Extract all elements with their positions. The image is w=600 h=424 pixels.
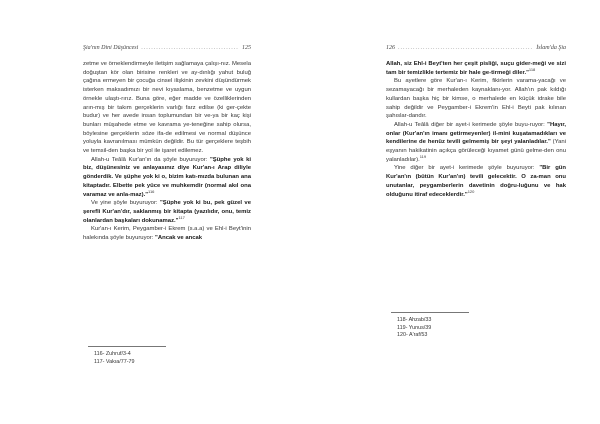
right-text-run: Allah-u Teâlâ diğer bir ayet-i kerimede şöyle buyu-ruyor: (394, 121, 548, 128)
left-running-header (83, 43, 251, 53)
left-footnote: 116- Zuhruf/3-4 (94, 351, 131, 357)
right-footnote: 120- A'raf/53 (397, 332, 428, 338)
left-quran-quote: "Ancak ve ancak (155, 235, 203, 242)
left-body-text (83, 60, 251, 243)
left-paragraph (83, 225, 251, 242)
left-footnote: 117- Vakıa/77-79 (94, 358, 135, 365)
right-text-run: Bu ayetlere göre Kur'an-ı Kerim, fikirlerin varama-yacağı ve sezamayacağı bir merhaleden kaynaklanı-yor. Allah'ın pak kıldığı kullardan başka hiç bir kimse, o merhalede en küçük idrake bile sahip değildir ve Peygamber-i Ekrem'in Ehl-i Beyti pak kılınan şahıslar-dandır. (386, 78, 566, 120)
left-footnotes (94, 351, 135, 366)
right-header-title: İslam'da Şia (536, 45, 566, 51)
left-quran-quote: "Şüphe yok ki biz, düşünesiniz ve anlayasınız diye Kur'an-ı Arap diliyle gönderdik. Ve şüphe yok ki o, bizim katı-mızda bulunan ana kitaptadır. Elbette pek yüce ve muhkemdir (normal akıl ona varamaz ve anla-maz)." (83, 156, 251, 198)
right-footnote-ref: 120 (467, 188, 475, 194)
left-text-run: Allah-u Teâlâ Kur'an'ın da şöyle buyuruyor: (91, 156, 210, 163)
right-page-number: 126 (386, 45, 395, 51)
left-footnote-ref: 117 (178, 214, 185, 220)
right-running-header (386, 43, 566, 53)
right-quran-quote: "Hayır, onlar (Kur'an'ın imanı getirmeyenler) il-mini kuşatamadıkları ve kendilerine de henüz tevili gelmemiş bir şeyi yalanladılar." (386, 121, 566, 146)
right-footnote-ref: 119 (419, 153, 427, 159)
right-footnotes (397, 317, 431, 340)
right-quran-quote: "Bir gün Kur'an'ın (bütün Kur'an'ın) tevili gelecektir. O za-man onu unutanlar, peygamberlerin davetinin doğru-luğunu ve hak olduğunu itiraf edeceklerdir." (386, 165, 566, 198)
right-quran-quote: Allah, siz Ehl-i Beyt'ten her çeşit pisliği, suçu gider-meği ve sizi tam bir temizlikle tertemiz bir hale ge-tirmeği diler." (386, 61, 566, 76)
right-page (300, 0, 600, 424)
right-text-run: (Yani eşyanın hakikatinin açıkça görüleceği kıyamet günü gelme-den onu yalanladılar). (386, 139, 566, 163)
left-footnote-ref: 116 (148, 188, 155, 194)
right-paragraph (386, 77, 566, 121)
left-paragraph (83, 156, 251, 200)
right-header-dot-leader (398, 45, 533, 51)
right-footnote: 119- Yunus/39 (397, 324, 432, 331)
left-paragraph (83, 60, 251, 156)
right-body-text (386, 60, 566, 199)
left-text-run: Ve yine şöyle buyuruyor: (91, 200, 160, 207)
left-header-dot-leader (141, 45, 239, 51)
right-paragraph (386, 164, 566, 199)
left-text-run: zetme ve örneklendirmeyle iletişim sağlamaya çalışı-nız. Mesela doğuştan kör olan birisine renkleri ve ay-dınlığı yahut buluğ çağına ermeyen bir çocuğa cinsel ilişkinin zevkini düşündürmek isterken maksadımızı bir nevi kıyaslama, benzetme ve uygun örnekle ulaştı-rırız. Buna göre, eğer madde ve özelliklerinden arın-mış bir takım gerçeklerin varlığı farz edilse (ki ger-çekte budur) ve her avede insan toplumundan bir ve-ya bir kaç kişi bunları müşahede etme ve kavrama ye-teneğine sahip olursa, böylesine gerçeklerin söze ifa-de edilmesi ve normal düşünce yoluyla kavranılması mümkün değildir. Bu tür gerçeklere teşbih ve temsil-den başka bir yol ile işaret edilemez. (83, 61, 251, 155)
right-footnote-rule (391, 312, 469, 313)
left-text-run: Kur'an-ı Kerim, Peygamber-i Ekrem (s.a.a) ve Ehl-i Beyt'inin halekında şöyle buyuruyor: (83, 226, 251, 242)
left-quran-quote: "Şüphe yok ki bu, pek güzel ve şerefli Kur'an'dır, saklanmış bir kitapta (yazılıdır, onu, temiz olanlardan başkaları dokunamaz." (83, 200, 251, 224)
left-header-title: Şia'nın Dini Düşüncesi (83, 45, 139, 51)
right-paragraph (386, 121, 566, 165)
left-paragraph (83, 199, 251, 225)
right-footnote: 118- Ahzab/33 (397, 317, 432, 323)
right-footnote-ref: 118 (528, 66, 536, 72)
left-footnote-rule (88, 346, 166, 347)
right-text-run: Yine diğer bir ayet-i kerimede şöyle buyuruyor: (394, 165, 540, 172)
right-paragraph (386, 60, 566, 77)
left-page-number: 125 (242, 45, 251, 51)
